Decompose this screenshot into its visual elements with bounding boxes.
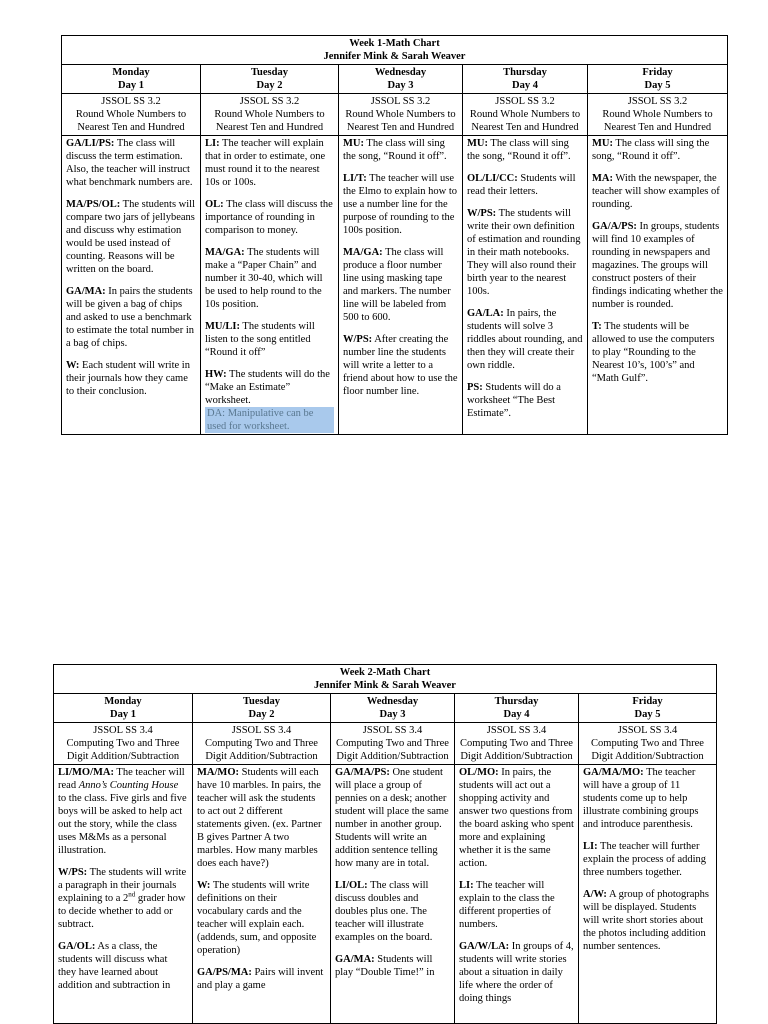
- standard-code: JSSOL SS 3.2: [101, 96, 161, 107]
- activity-text: The teacher will read: [58, 767, 185, 791]
- standard-code: JSSOL SS 3.4: [617, 725, 678, 736]
- activity-text: The students will do the “Make an Estimate” worksheet.: [205, 369, 330, 406]
- standard-cell: [193, 723, 331, 765]
- activity: [592, 320, 723, 385]
- standard-cell: [579, 723, 717, 765]
- activity-tag: MU:: [467, 138, 488, 149]
- activity-text: to the class. Five girls and five boys will be asked to help act out the story, while the class uses M&Ms as a personal illustration.: [58, 793, 187, 856]
- activities-cell-thursday: [455, 765, 579, 1024]
- activity: [467, 137, 583, 163]
- standard-topic: Computing Two and Three Digit Addition/Subtraction: [591, 738, 704, 762]
- activity: [459, 940, 574, 1005]
- activity: [467, 307, 583, 372]
- activity-tag: GA/A/PS:: [592, 221, 637, 232]
- activity: [459, 879, 574, 931]
- activity-text: In pairs, the students will solve 3 riddles about rounding, and then they will create their own riddle.: [467, 308, 583, 371]
- standard-cell: [54, 723, 193, 765]
- day-name: Friday: [642, 67, 673, 78]
- ordinal-suffix: nd: [128, 890, 136, 899]
- day-name: Thursday: [503, 67, 547, 78]
- day-header-friday: [579, 694, 717, 723]
- activity: [58, 766, 188, 857]
- activity-text: The teacher will explain that in order to estimate, one must round it to the nearest 10s or 100s.: [205, 138, 326, 188]
- day-name: Wednesday: [366, 696, 419, 707]
- week1-math-chart: [61, 35, 728, 435]
- standard-topic: Computing Two and Three Digit Addition/Subtraction: [336, 738, 449, 762]
- chart-title: [62, 36, 728, 65]
- day-number: Day 5: [634, 709, 661, 720]
- activity: [66, 285, 196, 350]
- day-number: Day 4: [512, 80, 538, 91]
- day-number: Day 2: [256, 80, 283, 91]
- activity-tag: GA/LA:: [467, 308, 504, 319]
- activity-text: The class will discuss doubles and doubles plus one. The teacher will illustrate examples on the board.: [335, 880, 433, 943]
- day-name: Thursday: [494, 696, 539, 707]
- day-header-thursday: [463, 65, 588, 94]
- activities-cell-wednesday: [339, 136, 463, 435]
- standard-code: JSSOL SS 3.2: [239, 96, 300, 107]
- day-number: Day 3: [387, 80, 414, 91]
- activity-text: The students will be allowed to use the computers to play “Rounding to the Nearest 10’s, 100’s” and “Math Gulf”.: [592, 321, 715, 384]
- activity: [335, 879, 450, 944]
- activity-text: The teacher will explain to the class the different properties of numbers.: [459, 880, 555, 930]
- activity-tag: MU:: [592, 138, 613, 149]
- activity-tag: OL:: [205, 199, 224, 210]
- activity: [58, 940, 188, 992]
- activity-tag: MA/GA:: [343, 247, 383, 258]
- activity-text: The students will write definitions on their vocabulary cards and the teacher will explain each.(addends, sum, and opposite operation): [197, 880, 317, 956]
- standard-topic: Round Whole Numbers to Nearest Ten and Hundred: [469, 109, 581, 133]
- day-name: Friday: [632, 696, 663, 707]
- activity: [592, 137, 723, 163]
- standard-code: JSSOL SS 3.4: [486, 725, 547, 736]
- activities-cell-thursday: [463, 136, 588, 435]
- activity-tag: W/PS:: [58, 867, 88, 878]
- activity: [335, 766, 450, 870]
- activity: [58, 866, 188, 931]
- activities-cell-friday: [579, 765, 717, 1024]
- book-title: Anno’s Counting House: [78, 780, 179, 791]
- day-header-wednesday: [339, 65, 463, 94]
- standard-topic: Round Whole Numbers to Nearest Ten and Hundred: [345, 109, 456, 133]
- activity: [197, 766, 326, 870]
- activity-text: Students will read their letters.: [467, 173, 576, 197]
- activity-tag: GA/PS/MA:: [197, 967, 252, 978]
- activity-text: The students will make a “Paper Chain” and number it 30-40, which will be used to help round to the 10s position.: [205, 247, 323, 310]
- activity-tag: MA/GA:: [205, 247, 245, 258]
- standard-code: JSSOL SS 3.2: [495, 96, 555, 107]
- activity-tag: LI:: [459, 880, 474, 891]
- activity-text: In groups of 4, students will write stories about a situation in daily life where the order of doing things: [459, 941, 574, 1004]
- activity: [343, 137, 458, 163]
- activity-tag: T:: [592, 321, 602, 332]
- activities-cell-tuesday: [193, 765, 331, 1024]
- day-name: Tuesday: [243, 696, 280, 707]
- standard-topic: Computing Two and Three Digit Addition/Subtraction: [460, 738, 573, 762]
- activity: [583, 766, 712, 831]
- week2-math-chart: [53, 664, 717, 1024]
- highlighted-note: DA: Manipulative can be used for worksheet.: [205, 407, 334, 433]
- activity-tag: LI/MO/MA:: [58, 767, 114, 778]
- week-title: Week 1-Math Chart: [349, 38, 440, 49]
- day-header-thursday: [455, 694, 579, 723]
- activity-text: The class will sing the song, “Round it off”.: [467, 138, 571, 162]
- standard-cell: [62, 94, 201, 136]
- activity-text: The class will sing the song, “Round it off”.: [343, 138, 447, 162]
- activity: [467, 207, 583, 298]
- standard-topic: Round Whole Numbers to Nearest Ten and Hundred: [214, 109, 325, 133]
- activity: [583, 840, 712, 879]
- activity: [205, 198, 334, 237]
- activity-text: As a class, the students will discuss what they have learned about addition and subtraction in: [58, 941, 171, 991]
- activity-text: The class will discuss the importance of rounding in comparison to money.: [205, 199, 333, 236]
- activity-tag: GA/MA:: [66, 286, 106, 297]
- activity-text: Pairs will invent and play a game: [197, 967, 324, 991]
- standard-cell: [339, 94, 463, 136]
- activity-tag: PS:: [467, 382, 483, 393]
- activity-tag: HW:: [205, 369, 227, 380]
- activity: [467, 381, 583, 420]
- activity: [583, 888, 712, 953]
- standard-code: JSSOL SS 3.2: [370, 96, 431, 107]
- activity-text: The class will discuss the term estimation. Also, the teacher will instruct what benchmark numbers are.: [66, 138, 193, 188]
- day-name: Tuesday: [251, 67, 288, 78]
- activity-tag: OL/MO:: [459, 767, 499, 778]
- activity: [459, 766, 574, 870]
- day-header-wednesday: [331, 694, 455, 723]
- activity: [66, 198, 196, 276]
- activity-text: In pairs the students will be given a bag of chips and asked to use a benchmark to estimate the total number in a bag of chips.: [66, 286, 195, 349]
- authors: Jennifer Mink & Sarah Weaver: [314, 680, 456, 691]
- activity: [343, 246, 458, 324]
- standard-code: JSSOL SS 3.2: [627, 96, 688, 107]
- activity: [205, 246, 334, 311]
- day-number: Day 1: [118, 80, 144, 91]
- day-header-friday: [588, 65, 728, 94]
- activity: [205, 320, 334, 359]
- standard-code: JSSOL SS 3.4: [362, 725, 423, 736]
- activity-text: Students will play “Double Time!” in: [335, 954, 435, 978]
- day-number: Day 2: [248, 709, 275, 720]
- activity-text: grader how to decide whether to add or subtract.: [58, 893, 186, 930]
- activity-text: Students will do a worksheet “The Best Estimate”.: [467, 382, 561, 419]
- activity-text: In groups, students will find 10 examples of rounding in newspapers and magazines. The groups will construct posters of their findings indicating whether the number is rounded.: [592, 221, 723, 310]
- activity-tag: LI:: [583, 841, 598, 852]
- activity-text: The students will compare two jars of jellybeans and discuss why estimation would be used instead of counting. Reasons will be written on the board.: [66, 199, 196, 275]
- activity-text: After creating the number line the students will write a letter to a friend about how to use the floor number line.: [343, 334, 458, 397]
- activities-cell-tuesday: [201, 136, 339, 435]
- standard-code: JSSOL SS 3.4: [93, 725, 153, 736]
- activity-tag: W:: [66, 360, 80, 371]
- activity-tag: GA/MA/MO:: [583, 767, 644, 778]
- activity-text: The students will listen to the song entitled “Round it off”: [205, 321, 315, 358]
- activities-cell-monday: [62, 136, 201, 435]
- day-name: Monday: [112, 67, 150, 78]
- activities-cell-friday: [588, 136, 728, 435]
- activity: [66, 359, 196, 398]
- activity: [335, 953, 450, 979]
- activity-tag: MA/MO:: [197, 767, 239, 778]
- activity: [197, 966, 326, 992]
- activity: [467, 172, 583, 198]
- standard-cell: [455, 723, 579, 765]
- activity: [343, 333, 458, 398]
- day-number: Day 1: [110, 709, 136, 720]
- day-number: Day 5: [644, 80, 671, 91]
- day-header-monday: [54, 694, 193, 723]
- activity-text: The teacher will have a group of 11 students come up to help illustrate combining groups and introduce parenthesis.: [583, 767, 699, 830]
- activity-text: The class will sing the song, “Round it off”.: [592, 138, 710, 162]
- standard-topic: Round Whole Numbers to Nearest Ten and Hundred: [602, 109, 713, 133]
- activity-tag: MA:: [592, 173, 613, 184]
- activity-tag: W/PS:: [343, 334, 373, 345]
- standard-cell: [588, 94, 728, 136]
- activity: [205, 368, 334, 433]
- activities-cell-monday: [54, 765, 193, 1024]
- activity-tag: GA/MA:: [335, 954, 375, 965]
- authors: Jennifer Mink & Sarah Weaver: [323, 51, 466, 62]
- activity-tag: MU:: [343, 138, 364, 149]
- activity-tag: OL/LI/CC:: [467, 173, 518, 184]
- activity-tag: W:: [197, 880, 211, 891]
- day-name: Monday: [104, 696, 142, 707]
- standard-cell: [463, 94, 588, 136]
- day-name: Wednesday: [374, 67, 427, 78]
- activity-tag: GA/W/LA:: [459, 941, 510, 952]
- activity-tag: A/W:: [583, 889, 607, 900]
- standard-topic: Round Whole Numbers to Nearest Ten and Hundred: [75, 109, 187, 133]
- week-title: Week 2-Math Chart: [339, 667, 431, 678]
- activity-tag: GA/LI/PS:: [66, 138, 115, 149]
- standard-cell: [331, 723, 455, 765]
- activity-tag: GA/MA/PS:: [335, 767, 390, 778]
- day-header-tuesday: [193, 694, 331, 723]
- activity-text: The teacher will further explain the process of adding three numbers together.: [583, 841, 707, 878]
- day-header-monday: [62, 65, 201, 94]
- day-number: Day 3: [379, 709, 406, 720]
- activity: [205, 137, 334, 189]
- activity-tag: W/PS:: [467, 208, 497, 219]
- activity: [592, 220, 723, 311]
- activity: [343, 172, 458, 237]
- activity: [66, 137, 196, 189]
- activity-text: A group of photographs will be displayed. Students will write short stories about the photos including addition number sentences.: [583, 889, 709, 952]
- activity: [197, 879, 326, 957]
- activity-text: Students will each have 10 marbles. In pairs, the teacher will ask the students to act out 2 different statements given. (ex. Partner B gives Partner A two marbles. How many marbles does each have?): [197, 767, 322, 869]
- chart-title: [54, 665, 717, 694]
- activity-tag: LI/T:: [343, 173, 367, 184]
- activity-tag: MA/PS/OL:: [66, 199, 121, 210]
- standard-code: JSSOL SS 3.4: [231, 725, 292, 736]
- activity-text: The students will write a paragraph in their journals explaining to a 2: [58, 867, 187, 904]
- activity-text: The class will produce a floor number line using masking tape and markers. The number line will be labeled from 500 to 600.: [343, 247, 451, 323]
- standard-cell: [201, 94, 339, 136]
- day-number: Day 4: [503, 709, 530, 720]
- activity-tag: LI:: [205, 138, 220, 149]
- activity-text: The teacher will use the Elmo to explain how to use a number line for the purpose of rounding to the 100s position.: [343, 173, 458, 236]
- standard-topic: Computing Two and Three Digit Addition/Subtraction: [205, 738, 318, 762]
- day-header-tuesday: [201, 65, 339, 94]
- activity-text: One student will place a group of pennies on a desk; another student will place the same number in another group. Students will write an addition sentence telling how many are in total.: [335, 767, 449, 869]
- activity: [592, 172, 723, 211]
- activity-text: Each student will write in their journals how they came to their conclusion.: [66, 360, 190, 397]
- standard-topic: Computing Two and Three Digit Addition/Subtraction: [66, 738, 180, 762]
- activities-cell-wednesday: [331, 765, 455, 1024]
- activity-tag: GA/OL:: [58, 941, 96, 952]
- activity-text: With the newspaper, the teacher will show examples of rounding.: [592, 173, 720, 210]
- activity-tag: LI/OL:: [335, 880, 368, 891]
- activity-tag: MU/LI:: [205, 321, 240, 332]
- activity-text: In pairs, the students will act out a shopping activity and answer two questions from the board asking who spent more and explaining whether it is the same action.: [459, 767, 574, 869]
- activity-text: The students will write their own definition of estimation and rounding in their math notebooks. They will also round their birth year to the nearest 100s.: [467, 208, 581, 297]
